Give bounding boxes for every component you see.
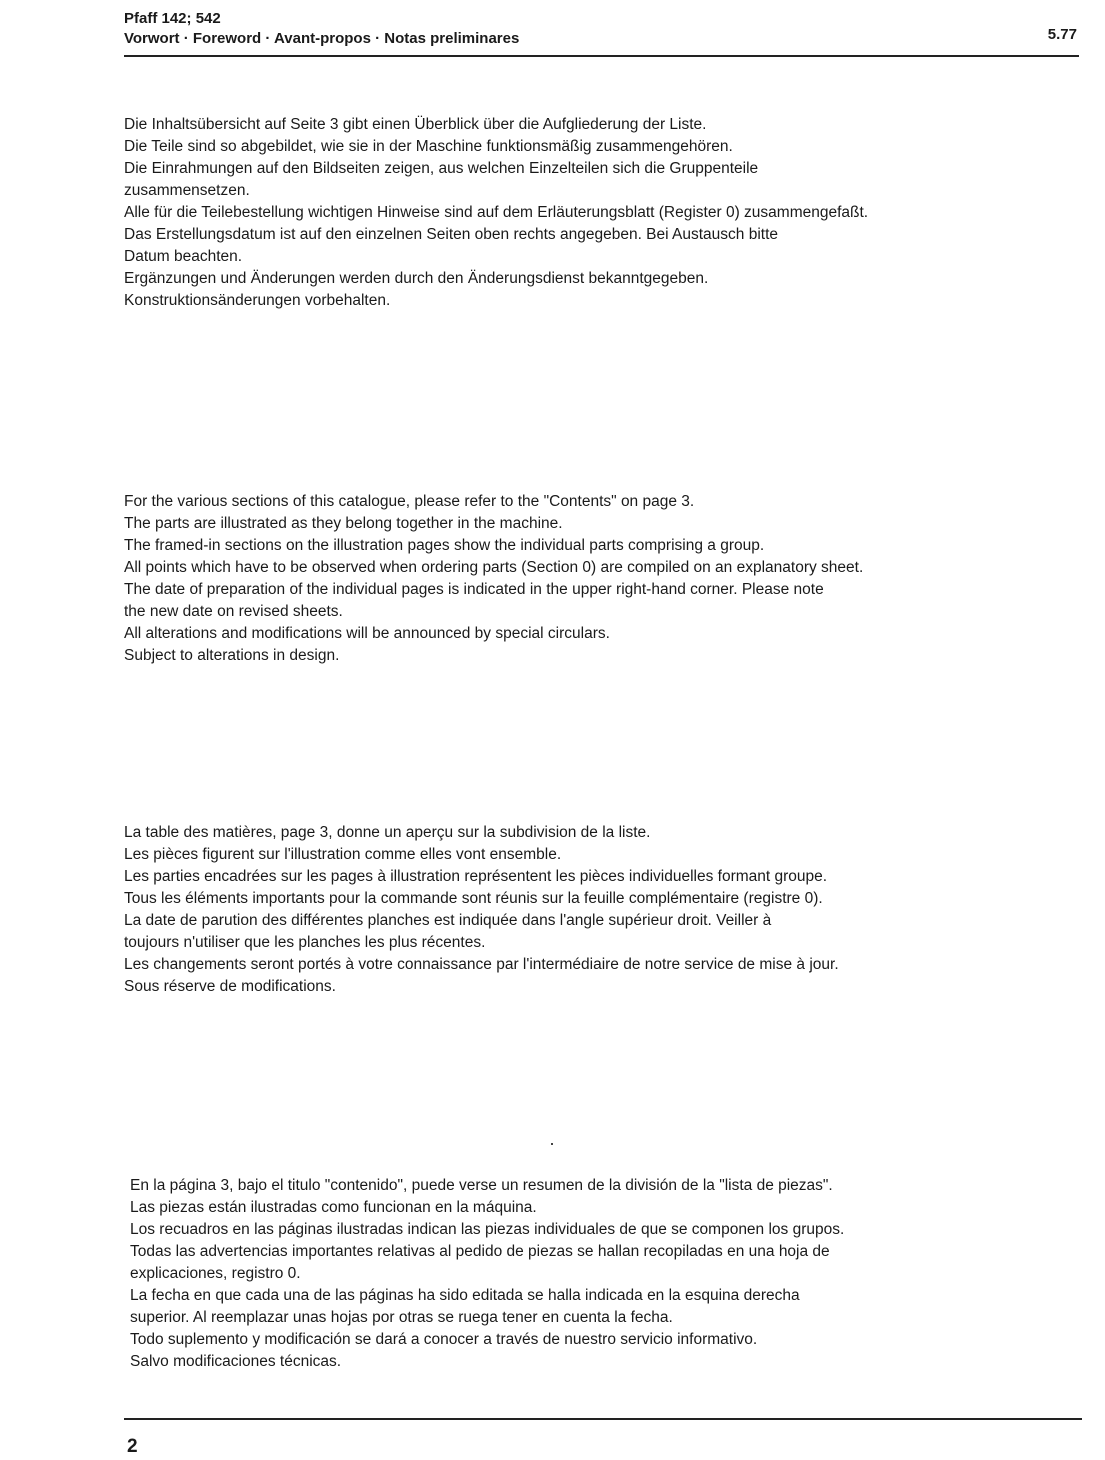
text-line: Salvo modificaciones técnicas. [130, 1353, 342, 1370]
text-line: Las piezas están ilustradas como funcionan en la máquina. [130, 1199, 537, 1216]
text-line: Les parties encadrées sur les pages à illustration représentent les pièces individuelles formant groupe. [124, 868, 828, 885]
page-title: Vorwort · Foreword · Avant-propos · Notas preliminares [124, 30, 520, 47]
text-line: The parts are illustrated as they belong together in the machine. [124, 515, 563, 532]
text-line: For the various sections of this catalogue, please refer to the "Contents" on page 3. [124, 493, 695, 510]
text-line: The framed-in sections on the illustration pages show the individual parts comprising a group. [124, 537, 765, 554]
text-line: explicaciones, registro 0. [130, 1265, 301, 1282]
text-line: Todo suplemento y modificación se dará a conocer a través de nuestro servicio informativo. [130, 1331, 758, 1348]
text-line: the new date on revised sheets. [124, 603, 343, 620]
text-line: Ergänzungen und Änderungen werden durch den Änderungsdienst bekanntgegeben. [124, 270, 709, 287]
text-line: superior. Al reemplazar unas hojas por otras se ruega tener en cuenta la fecha. [130, 1309, 673, 1326]
text-line: All alterations and modifications will be announced by special circulars. [124, 625, 610, 642]
page-header [124, 8, 1079, 58]
text-line: La date de parution des différentes planches est indiquée dans l'angle supérieur droit. Veiller à [124, 912, 772, 929]
spanish-section [130, 1175, 1080, 1373]
machine-model: Pfaff 142; 542 [124, 10, 221, 27]
text-line: Konstruktionsänderungen vorbehalten. [124, 292, 391, 309]
french-section [124, 822, 1074, 998]
text-line: En la página 3, bajo el titulo "contenido", puede verse un resumen de la división de la "lista de piezas". [130, 1177, 833, 1194]
text-line: toujours n'utiliser que les planches les plus récentes. [124, 934, 486, 951]
text-line: Tous les éléments importants pour la commande sont réunis sur la feuille complémentaire (registre 0). [124, 890, 823, 907]
scan-speck [551, 1143, 553, 1145]
text-line: Todas las advertencias importantes relativas al pedido de piezas se hallan recopiladas en una hoja de [130, 1243, 830, 1260]
page-number: 2 [127, 1436, 138, 1457]
text-line: Die Teile sind so abgebildet, wie sie in der Maschine funktionsmäßig zusammengehören. [124, 138, 733, 155]
text-line: Subject to alterations in design. [124, 647, 340, 664]
german-section [124, 114, 1074, 312]
header-rule [124, 55, 1079, 57]
text-line: Sous réserve de modifications. [124, 978, 336, 995]
text-line: Die Einrahmungen auf den Bildseiten zeigen, aus welchen Einzelteilen sich die Gruppenteile [124, 160, 759, 177]
text-line: Los recuadros en las páginas ilustradas indican las piezas individuales de que se componen los grupos. [130, 1221, 845, 1238]
text-line: Les pièces figurent sur l'illustration comme elles vont ensemble. [124, 846, 562, 863]
text-line: Das Erstellungsdatum ist auf den einzelnen Seiten oben rechts angegeben. Bei Austausch bitte [124, 226, 779, 243]
english-section [124, 491, 1074, 667]
text-line: La fecha en que cada una de las páginas ha sido editada se halla indicada en la esquina derecha [130, 1287, 800, 1304]
text-line: Datum beachten. [124, 248, 243, 265]
text-line: Les changements seront portés à votre connaissance par l'intermédiaire de notre service de mise à jour. [124, 956, 839, 973]
text-line: Alle für die Teilebestellung wichtigen Hinweise sind auf dem Erläuterungsblatt (Register 0) zusammengefaßt. [124, 204, 869, 221]
text-line: La table des matières, page 3, donne un aperçu sur la subdivision de la liste. [124, 824, 651, 841]
footer-rule [124, 1418, 1082, 1420]
text-line: All points which have to be observed when ordering parts (Section 0) are compiled on an explanatory sheet. [124, 559, 864, 576]
text-line: zusammensetzen. [124, 182, 250, 199]
text-line: Die Inhaltsübersicht auf Seite 3 gibt einen Überblick über die Aufgliederung der Liste. [124, 116, 707, 133]
revision-date: 5.77 [1047, 26, 1077, 43]
text-line: The date of preparation of the individual pages is indicated in the upper right-hand corner. Please note [124, 581, 824, 598]
